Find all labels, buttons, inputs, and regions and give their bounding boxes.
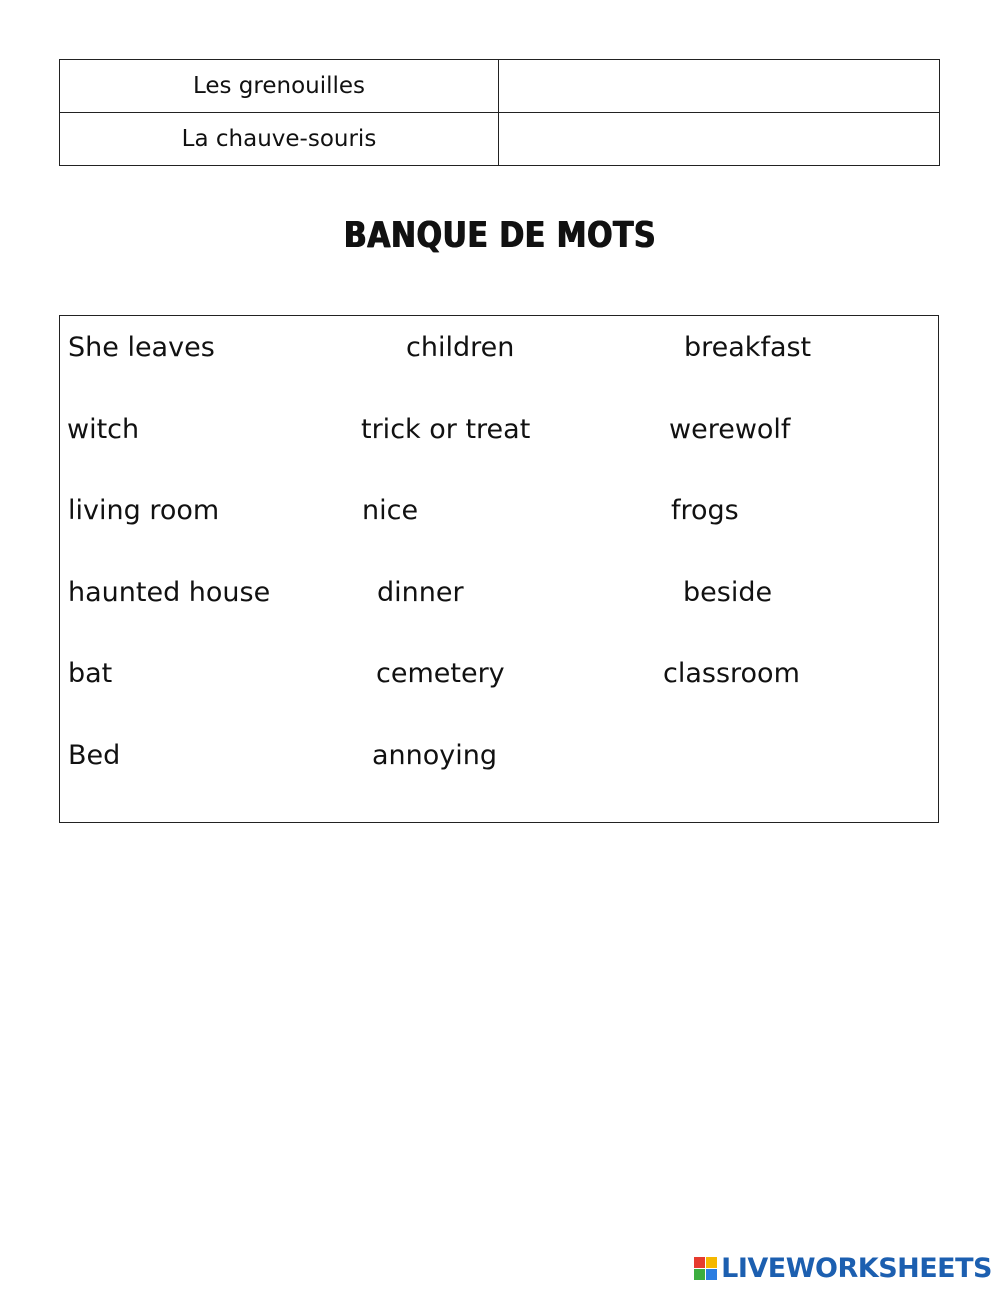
word-bank-title: BANQUE DE MOTS <box>343 214 657 257</box>
word-bank-item: nice <box>362 495 419 526</box>
word-bank-item: bat <box>68 658 113 689</box>
table-row <box>60 60 940 113</box>
french-word-cell: Les grenouilles <box>60 60 499 113</box>
word-bank-item: trick or treat <box>361 414 531 445</box>
logo-block <box>706 1257 717 1268</box>
word-bank-item: witch <box>67 414 140 445</box>
answer-input[interactable] <box>499 113 939 165</box>
word-bank-item: haunted house <box>68 577 271 608</box>
logo-text: LIVEWORKSHEETS <box>721 1253 992 1284</box>
word-bank-item: Bed <box>68 740 121 771</box>
word-bank-item: frogs <box>671 495 739 526</box>
word-bank-item: classroom <box>663 658 800 689</box>
word-bank-item: breakfast <box>684 332 812 363</box>
answer-cell <box>499 113 940 166</box>
logo-block <box>706 1269 717 1280</box>
word-bank-item: She leaves <box>68 332 215 363</box>
liveworksheets-logo <box>694 1253 992 1284</box>
logo-block <box>694 1269 705 1280</box>
translation-table <box>59 59 940 166</box>
word-bank-item: werewolf <box>669 414 791 445</box>
word-bank-item: living room <box>68 495 220 526</box>
word-bank-item: children <box>406 332 515 363</box>
word-bank-item: cemetery <box>376 658 505 689</box>
logo-blocks-icon <box>694 1257 717 1280</box>
french-word-cell: La chauve-souris <box>60 113 499 166</box>
word-bank-box <box>59 315 939 823</box>
answer-cell <box>499 60 940 113</box>
answer-input[interactable] <box>499 60 939 112</box>
logo-block <box>694 1257 705 1268</box>
word-bank-item: beside <box>683 577 773 608</box>
table-row <box>60 113 940 166</box>
word-bank-item: dinner <box>377 577 464 608</box>
word-bank-item: annoying <box>372 740 498 771</box>
